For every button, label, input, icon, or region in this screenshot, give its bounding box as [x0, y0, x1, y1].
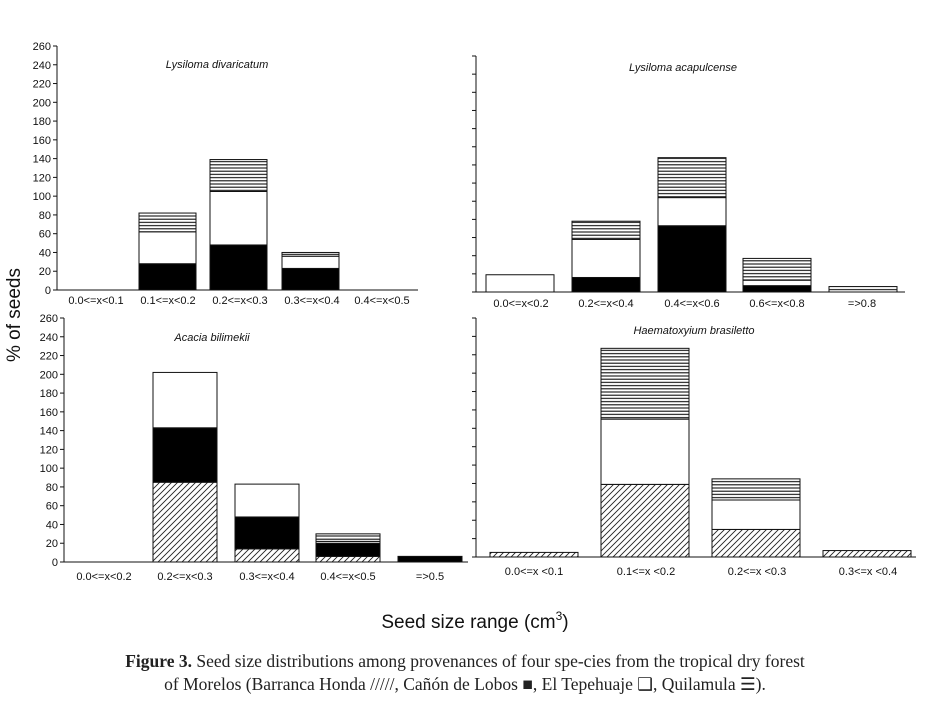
y-tick-label: 240	[32, 59, 51, 72]
bar-segment-tepehuaje	[601, 419, 689, 484]
bar-segment-quilamula	[829, 287, 897, 292]
bar-segment-canon	[210, 245, 267, 290]
bar-segment-canon	[139, 264, 196, 290]
x-tick-label: 0.2<=x<0.3	[157, 571, 213, 583]
bar-segment-quilamula	[210, 160, 267, 192]
x-tick-label: =>0.8	[847, 298, 877, 310]
bar-segment-canon	[153, 428, 217, 482]
y-tick-label: 260	[39, 313, 58, 325]
x-tick-label: 0.4<=x<0.6	[664, 298, 720, 310]
panel-title: Acacia bilimekii	[174, 332, 250, 344]
x-tick-label: 0.1<=x<0.2	[140, 295, 196, 307]
bar-segment-barranca	[235, 549, 299, 562]
x-tick-label: 0.0<=x <0.1	[504, 566, 564, 578]
y-tick-label: 100	[39, 463, 58, 476]
x-tick-label: 0.3<=x<0.4	[284, 295, 340, 307]
x-tick-label: =>0.5	[415, 571, 445, 583]
bar-segment-canon	[572, 277, 640, 292]
bar-segment-canon	[282, 268, 339, 290]
bar-segment-barranca	[712, 529, 800, 557]
y-tick-label: 0	[51, 557, 58, 569]
bar-segment-tepehuaje	[658, 198, 726, 226]
bar-segment-tepehuaje	[139, 232, 196, 264]
x-tick-label: 0.1<=x <0.2	[616, 566, 676, 578]
y-tick-label: 0	[44, 285, 51, 297]
y-tick-label: 100	[32, 191, 51, 204]
bar-segment-barranca	[823, 551, 911, 557]
x-tick-label: 0.4<=x<0.5	[320, 571, 376, 583]
y-axis-label: % of seeds	[4, 268, 25, 362]
x-tick-label: 0.4<=x<0.5	[354, 295, 410, 307]
y-tick-label: 20	[45, 538, 58, 551]
x-tick-label: 0.0<=x<0.1	[68, 295, 124, 307]
x-tick-label: 0.3<=x<0.4	[239, 571, 295, 583]
y-tick-label: 80	[38, 209, 51, 222]
y-tick-label: 240	[39, 331, 58, 344]
bar-segment-quilamula	[712, 479, 800, 500]
x-tick-label: 0.2<=x <0.3	[727, 566, 787, 578]
panel-title: Haematoxyium brasiletto	[633, 325, 755, 337]
bar-segment-tepehuaje	[282, 256, 339, 268]
x-tick-label: 0.0<=x<0.2	[76, 571, 132, 583]
bar-segment-canon	[658, 226, 726, 292]
x-tick-label: 0.2<=x<0.4	[578, 298, 634, 310]
y-tick-label: 80	[45, 481, 58, 494]
bar-segment-tepehuaje	[235, 484, 299, 517]
bar-segment-quilamula	[743, 258, 811, 280]
bar-segment-quilamula	[316, 534, 380, 542]
bar-segment-canon	[316, 543, 380, 556]
y-tick-label: 60	[38, 228, 51, 241]
y-tick-label: 200	[32, 97, 51, 110]
bar-segment-barranca	[153, 482, 217, 562]
bar-segment-quilamula	[658, 158, 726, 198]
bar-segment-barranca	[601, 484, 689, 557]
bar-segment-tepehuaje	[153, 372, 217, 427]
y-tick-label: 220	[39, 350, 58, 363]
bar-segment-quilamula	[139, 213, 196, 232]
bar-segment-quilamula	[572, 221, 640, 239]
y-tick-label: 120	[32, 172, 51, 185]
y-tick-label: 220	[32, 78, 51, 91]
caption-text: Seed size distributions among provenances of four spe-cies from the tropical dry forest of Morelos (Barranca Honda /////, Cañón de Lobos ■, El Tepehuaje ❑, Quilamula ☰).	[164, 651, 805, 694]
y-tick-label: 20	[38, 266, 51, 279]
chart-panel-1	[33, 41, 418, 307]
y-tick-label: 140	[32, 153, 51, 166]
bar-segment-tepehuaje	[743, 280, 811, 285]
caption-label: Figure 3.	[125, 651, 192, 671]
chart-panel-4	[472, 318, 916, 578]
bar-segment-canon	[235, 517, 299, 549]
y-tick-label: 160	[39, 406, 58, 419]
x-tick-label: 0.0<=x<0.2	[493, 298, 549, 310]
chart-panel-3	[40, 313, 468, 583]
figure-caption	[120, 650, 810, 696]
x-tick-label: 0.2<=x<0.3	[212, 295, 268, 307]
x-tick-label: 0.6<=x<0.8	[749, 298, 805, 310]
y-tick-label: 140	[39, 425, 58, 438]
bar-segment-tepehuaje	[572, 239, 640, 277]
panel-title: Lysiloma acapulcense	[628, 62, 738, 74]
bar-segment-barranca	[490, 552, 578, 557]
bar-segment-canon	[398, 556, 462, 562]
y-tick-label: 160	[32, 134, 51, 147]
bar-segment-quilamula	[282, 252, 339, 256]
y-tick-label: 40	[38, 247, 51, 260]
bar-segment-tepehuaje	[486, 275, 554, 292]
y-tick-label: 200	[39, 369, 58, 382]
chart-panel-2	[472, 56, 905, 310]
bar-segment-barranca	[316, 556, 380, 562]
y-tick-label: 40	[45, 519, 58, 532]
y-tick-label: 60	[45, 500, 58, 513]
y-tick-label: 180	[32, 116, 51, 129]
bar-segment-tepehuaje	[210, 191, 267, 244]
y-tick-label: 180	[39, 388, 58, 401]
panels-group	[33, 41, 916, 583]
panel-title: Lysiloma divaricatum	[165, 59, 269, 71]
y-tick-label: 260	[32, 41, 51, 53]
y-tick-label: 120	[39, 444, 58, 457]
bar-segment-quilamula	[601, 348, 689, 419]
bar-segment-tepehuaje	[712, 500, 800, 529]
x-axis-label: Seed size range $(cm^3)$	[381, 609, 569, 633]
x-tick-label: 0.3<=x <0.4	[838, 566, 898, 578]
bar-segment-canon	[743, 286, 811, 292]
